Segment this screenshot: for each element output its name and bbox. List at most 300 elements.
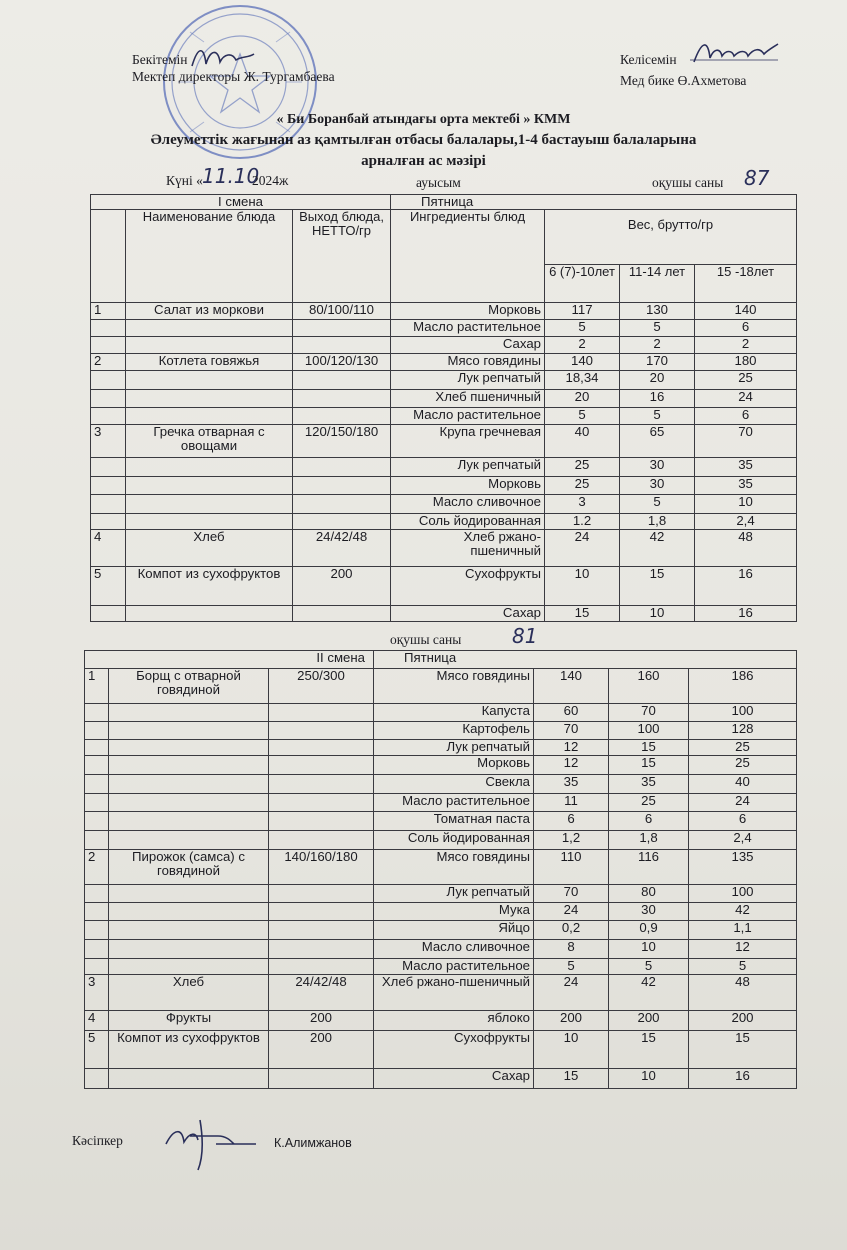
row-number (85, 940, 109, 959)
weight-age-6-10: 1.2 (545, 514, 620, 530)
shift1-day: Пятница (391, 195, 797, 210)
weight-age-15-18: 16 (695, 606, 797, 622)
dish-name: Хлеб (109, 975, 269, 1011)
ingredient: Морковь (391, 477, 545, 495)
weight-age-15-18: 48 (689, 975, 797, 1011)
header-number (91, 210, 126, 303)
weight-age-11-14: 20 (620, 371, 695, 390)
weight-age-6-10: 20 (545, 390, 620, 408)
weight-age-6-10: 6 (534, 812, 609, 831)
row-number (91, 514, 126, 530)
weight-age-6-10: 117 (545, 303, 620, 320)
weight-age-11-14: 35 (609, 775, 689, 794)
weight-age-15-18: 135 (689, 850, 797, 885)
row-number (85, 959, 109, 975)
ingredient: Мука (374, 903, 534, 921)
output-weight: 200 (269, 1031, 374, 1069)
output-weight (293, 458, 391, 477)
output-weight (293, 337, 391, 354)
dish-name (126, 337, 293, 354)
table-row (85, 812, 797, 831)
output-weight: 250/300 (269, 669, 374, 704)
date-value: 11.10 (202, 164, 260, 188)
weight-age-15-18: 10 (695, 495, 797, 514)
weight-age-15-18: 6 (689, 812, 797, 831)
weight-age-15-18: 35 (695, 477, 797, 495)
weight-age-6-10: 5 (545, 408, 620, 425)
weight-age-6-10: 11 (534, 794, 609, 812)
date-suffix: 2024ж (252, 173, 289, 188)
table-row (85, 885, 797, 903)
row-number (85, 722, 109, 740)
ingredient: Масло растительное (374, 959, 534, 975)
row-number (85, 740, 109, 756)
ingredient: Капуста (374, 704, 534, 722)
ingredient: Соль йодированная (391, 514, 545, 530)
weight-age-6-10: 15 (545, 606, 620, 622)
shift2-day: Пятница (374, 651, 797, 669)
row-number: 4 (91, 530, 126, 567)
ingredient: Томатная паста (374, 812, 534, 831)
nurse-signature-icon (690, 36, 780, 70)
weight-age-15-18: 200 (689, 1011, 797, 1031)
dish-name (126, 371, 293, 390)
weight-age-15-18: 25 (689, 740, 797, 756)
row-number (91, 390, 126, 408)
output-weight (293, 320, 391, 337)
dish-name: Компот из сухофруктов (109, 1031, 269, 1069)
weight-age-6-10: 5 (545, 320, 620, 337)
ingredient: Лук репчатый (374, 885, 534, 903)
table-row (85, 775, 797, 794)
row-number (85, 756, 109, 775)
row-number: 2 (91, 354, 126, 371)
weight-age-15-18: 40 (689, 775, 797, 794)
dish-name (109, 940, 269, 959)
row-number (91, 458, 126, 477)
weight-age-6-10: 24 (534, 903, 609, 921)
row-number (91, 320, 126, 337)
output-weight (269, 903, 374, 921)
dish-name (109, 921, 269, 940)
entrepreneur-signature-icon (160, 1114, 260, 1174)
weight-age-15-18: 180 (695, 354, 797, 371)
weight-age-11-14: 5 (620, 408, 695, 425)
output-weight (269, 740, 374, 756)
table-row (85, 975, 797, 1011)
ingredient: Сахар (374, 1069, 534, 1089)
header-age-15-18: 15 -18лет (695, 265, 797, 303)
dish-name (126, 514, 293, 530)
weight-age-11-14: 30 (609, 903, 689, 921)
output-weight (293, 514, 391, 530)
header-output: Выход блюда, НЕТТО/гр (293, 210, 391, 303)
menu-table-shift1 (90, 194, 797, 622)
table-row (85, 794, 797, 812)
dish-name (126, 408, 293, 425)
row-number: 1 (91, 303, 126, 320)
weight-age-11-14: 116 (609, 850, 689, 885)
output-weight: 80/100/110 (293, 303, 391, 320)
output-weight: 120/150/180 (293, 425, 391, 458)
school-title: « Би Боранбай атындағы орта мектебі » КММ (276, 112, 571, 127)
weight-age-11-14: 6 (609, 812, 689, 831)
dish-name: Пирожок (самса) с говядиной (109, 850, 269, 885)
weight-age-15-18: 35 (695, 458, 797, 477)
weight-age-6-10: 40 (545, 425, 620, 458)
output-weight (269, 812, 374, 831)
dish-name (126, 477, 293, 495)
output-weight (269, 959, 374, 975)
weight-age-6-10: 140 (534, 669, 609, 704)
ingredient: Сухофрукты (374, 1031, 534, 1069)
dish-name: Гречка отварная с овощами (126, 425, 293, 458)
weight-age-15-18: 15 (689, 1031, 797, 1069)
weight-age-6-10: 5 (534, 959, 609, 975)
weight-age-15-18: 25 (695, 371, 797, 390)
weight-age-11-14: 15 (620, 567, 695, 606)
director-signature-icon (188, 40, 258, 76)
row-number: 5 (91, 567, 126, 606)
output-weight: 24/42/48 (269, 975, 374, 1011)
header-age-11-14: 11-14 лет (620, 265, 695, 303)
pupils-label-2: оқушы саны (390, 632, 462, 647)
ingredient: Свекла (374, 775, 534, 794)
weight-age-15-18: 2,4 (689, 831, 797, 850)
weight-age-15-18: 5 (689, 959, 797, 975)
output-weight (269, 775, 374, 794)
output-weight (293, 408, 391, 425)
ingredient: Хлеб пшеничный (391, 390, 545, 408)
approve-label: Бекітемін (132, 52, 188, 67)
ingredient: Сахар (391, 337, 545, 354)
ingredient: Масло растительное (391, 320, 545, 337)
ingredient: Мясо говядины (374, 850, 534, 885)
weight-age-6-10: 70 (534, 722, 609, 740)
table-row (91, 606, 797, 622)
weight-age-6-10: 70 (534, 885, 609, 903)
weight-age-15-18: 100 (689, 885, 797, 903)
weight-age-11-14: 42 (620, 530, 695, 567)
weight-age-11-14: 70 (609, 704, 689, 722)
ingredient: Соль йодированная (374, 831, 534, 850)
row-number: 3 (85, 975, 109, 1011)
table-row (85, 1069, 797, 1089)
row-number (91, 495, 126, 514)
table-row (91, 390, 797, 408)
menu-title-line3: арналған ас мәзірі (361, 153, 486, 169)
ingredient: Сахар (391, 606, 545, 622)
weight-age-11-14: 5 (620, 320, 695, 337)
output-weight (269, 921, 374, 940)
weight-age-11-14: 100 (609, 722, 689, 740)
weight-age-11-14: 170 (620, 354, 695, 371)
weight-age-15-18: 24 (689, 794, 797, 812)
dish-name (126, 320, 293, 337)
table-row (85, 722, 797, 740)
table-row (91, 495, 797, 514)
table-row (85, 921, 797, 940)
table-row (91, 337, 797, 354)
weight-age-11-14: 15 (609, 740, 689, 756)
weight-age-6-10: 25 (545, 458, 620, 477)
ingredient: Лук репчатый (374, 740, 534, 756)
ingredient: Масло растительное (374, 794, 534, 812)
weight-age-11-14: 1,8 (620, 514, 695, 530)
weight-age-15-18: 6 (695, 320, 797, 337)
output-weight: 200 (293, 567, 391, 606)
table-row (85, 831, 797, 850)
weight-age-6-10: 10 (534, 1031, 609, 1069)
weight-age-15-18: 128 (689, 722, 797, 740)
table-row (85, 850, 797, 885)
weight-age-11-14: 80 (609, 885, 689, 903)
weight-age-11-14: 1,8 (609, 831, 689, 850)
weight-age-6-10: 35 (534, 775, 609, 794)
weight-age-6-10: 1,2 (534, 831, 609, 850)
output-weight (293, 371, 391, 390)
output-weight (269, 940, 374, 959)
ingredient: Сухофрукты (391, 567, 545, 606)
weight-age-11-14: 30 (620, 477, 695, 495)
output-weight: 140/160/180 (269, 850, 374, 885)
row-number (85, 775, 109, 794)
row-number (85, 794, 109, 812)
dish-name: Хлеб (126, 530, 293, 567)
menu-table-shift2 (84, 650, 797, 1089)
weight-age-6-10: 110 (534, 850, 609, 885)
pupils-count-2: 81 (512, 624, 538, 648)
table-row (85, 903, 797, 921)
nurse-line: Мед бике Ө.Ахметова (620, 73, 747, 88)
shift1-label: I смена (91, 195, 391, 210)
dish-name (126, 458, 293, 477)
table-row (91, 458, 797, 477)
weight-age-11-14: 10 (609, 940, 689, 959)
row-number: 1 (85, 669, 109, 704)
ingredient: Мясо говядины (391, 354, 545, 371)
output-weight (293, 390, 391, 408)
output-weight: 200 (269, 1011, 374, 1031)
row-number (91, 477, 126, 495)
weight-age-15-18: 186 (689, 669, 797, 704)
date-label: Күні « (166, 173, 203, 188)
weight-age-6-10: 15 (534, 1069, 609, 1089)
row-number (85, 831, 109, 850)
dish-name: Компот из сухофруктов (126, 567, 293, 606)
ingredient: Хлеб ржано-пшеничный (374, 975, 534, 1011)
weight-age-11-14: 0,9 (609, 921, 689, 940)
output-weight (269, 722, 374, 740)
weight-age-15-18: 24 (695, 390, 797, 408)
weight-age-6-10: 2 (545, 337, 620, 354)
table-row (91, 303, 797, 320)
ingredient: Масло растительное (391, 408, 545, 425)
weight-age-6-10: 18,34 (545, 371, 620, 390)
weight-age-15-18: 16 (695, 567, 797, 606)
ingredient: Картофель (374, 722, 534, 740)
output-weight (293, 495, 391, 514)
dish-name: Фрукты (109, 1011, 269, 1031)
weight-age-11-14: 10 (609, 1069, 689, 1089)
ingredient: яблоко (374, 1011, 534, 1031)
weight-age-15-18: 42 (689, 903, 797, 921)
table-row (91, 567, 797, 606)
director-line: Мектеп директоры Ж. Тургамбаева (132, 69, 335, 84)
footer-label: Кәсіпкер (72, 1133, 123, 1148)
output-weight (269, 794, 374, 812)
menu-title-line2: Әлеуметтік жағынан аз қамтылған отбасы балалары,1-4 бастауыш балаларына (150, 132, 697, 148)
weight-age-15-18: 100 (689, 704, 797, 722)
weight-age-15-18: 48 (695, 530, 797, 567)
weight-age-15-18: 70 (695, 425, 797, 458)
table-row (85, 669, 797, 704)
weight-age-15-18: 2 (695, 337, 797, 354)
output-weight (293, 477, 391, 495)
table-row (91, 514, 797, 530)
row-number: 4 (85, 1011, 109, 1031)
dish-name (109, 722, 269, 740)
weight-age-6-10: 12 (534, 756, 609, 775)
table-row (85, 940, 797, 959)
footer-name: К.Алимжанов (274, 1136, 352, 1150)
pupils-label-1: оқушы саны (652, 175, 724, 190)
dish-name (109, 1069, 269, 1089)
output-weight (269, 885, 374, 903)
table-row (85, 959, 797, 975)
dish-name: Борщ с отварной говядиной (109, 669, 269, 704)
ingredient: Крупа гречневая (391, 425, 545, 458)
ingredient: Морковь (374, 756, 534, 775)
weight-age-6-10: 25 (545, 477, 620, 495)
weight-age-6-10: 140 (545, 354, 620, 371)
output-weight: 100/120/130 (293, 354, 391, 371)
weight-age-15-18: 16 (689, 1069, 797, 1089)
table-row (91, 408, 797, 425)
dish-name (126, 495, 293, 514)
row-number (85, 1069, 109, 1089)
table-row (91, 477, 797, 495)
weight-age-15-18: 12 (689, 940, 797, 959)
shift2-label: II смена (85, 651, 374, 669)
row-number: 5 (85, 1031, 109, 1069)
table-row (91, 371, 797, 390)
weight-age-11-14: 30 (620, 458, 695, 477)
row-number (85, 812, 109, 831)
row-number (85, 704, 109, 722)
shift-label: ауысым (416, 175, 461, 190)
table-row (85, 756, 797, 775)
weight-age-6-10: 12 (534, 740, 609, 756)
dish-name (109, 903, 269, 921)
dish-name (126, 390, 293, 408)
dish-name: Котлета говяжья (126, 354, 293, 371)
weight-age-6-10: 24 (534, 975, 609, 1011)
row-number (91, 606, 126, 622)
weight-age-6-10: 10 (545, 567, 620, 606)
weight-age-11-14: 25 (609, 794, 689, 812)
weight-age-11-14: 42 (609, 975, 689, 1011)
agree-label: Келісемін (620, 52, 677, 67)
weight-age-11-14: 15 (609, 1031, 689, 1069)
weight-age-6-10: 8 (534, 940, 609, 959)
output-weight: 24/42/48 (293, 530, 391, 567)
weight-age-11-14: 200 (609, 1011, 689, 1031)
row-number (91, 371, 126, 390)
header-dish-name: Наименование блюда (126, 210, 293, 303)
dish-name (126, 606, 293, 622)
weight-age-11-14: 2 (620, 337, 695, 354)
dish-name (109, 740, 269, 756)
ingredient: Хлеб ржано-пшеничный (391, 530, 545, 567)
table-row (85, 1011, 797, 1031)
weight-age-6-10: 0,2 (534, 921, 609, 940)
ingredient: Мясо говядины (374, 669, 534, 704)
weight-age-11-14: 15 (609, 756, 689, 775)
dish-name: Салат из моркови (126, 303, 293, 320)
output-weight (269, 704, 374, 722)
output-weight (293, 606, 391, 622)
header-age-6-10: 6 (7)-10лет (545, 265, 620, 303)
ingredient: Лук репчатый (391, 371, 545, 390)
dish-name (109, 794, 269, 812)
weight-age-15-18: 25 (689, 756, 797, 775)
weight-age-15-18: 6 (695, 408, 797, 425)
table-row (85, 740, 797, 756)
output-weight (269, 1069, 374, 1089)
row-number (91, 337, 126, 354)
weight-age-6-10: 200 (534, 1011, 609, 1031)
weight-age-15-18: 140 (695, 303, 797, 320)
ingredient: Лук репчатый (391, 458, 545, 477)
table-row (85, 704, 797, 722)
row-number (85, 885, 109, 903)
weight-age-15-18: 1,1 (689, 921, 797, 940)
dish-name (109, 756, 269, 775)
ingredient: Масло сливочное (374, 940, 534, 959)
dish-name (109, 959, 269, 975)
dish-name (109, 831, 269, 850)
table-row (91, 320, 797, 337)
row-number: 3 (91, 425, 126, 458)
weight-age-11-14: 160 (609, 669, 689, 704)
table-row (91, 354, 797, 371)
header-weight: Вес, брутто/гр (545, 210, 797, 265)
weight-age-6-10: 60 (534, 704, 609, 722)
weight-age-6-10: 3 (545, 495, 620, 514)
dish-name (109, 704, 269, 722)
weight-age-15-18: 2,4 (695, 514, 797, 530)
header-ingredients: Ингредиенты блюд (391, 210, 545, 303)
table-row (91, 530, 797, 567)
weight-age-11-14: 10 (620, 606, 695, 622)
weight-age-6-10: 24 (545, 530, 620, 567)
output-weight (269, 831, 374, 850)
row-number (85, 921, 109, 940)
table-row (85, 1031, 797, 1069)
ingredient: Яйцо (374, 921, 534, 940)
dish-name (109, 775, 269, 794)
table-row (91, 425, 797, 458)
ingredient: Морковь (391, 303, 545, 320)
weight-age-11-14: 16 (620, 390, 695, 408)
output-weight (269, 756, 374, 775)
weight-age-11-14: 65 (620, 425, 695, 458)
dish-name (109, 885, 269, 903)
pupils-count-1: 87 (744, 166, 770, 190)
ingredient: Масло сливочное (391, 495, 545, 514)
dish-name (109, 812, 269, 831)
